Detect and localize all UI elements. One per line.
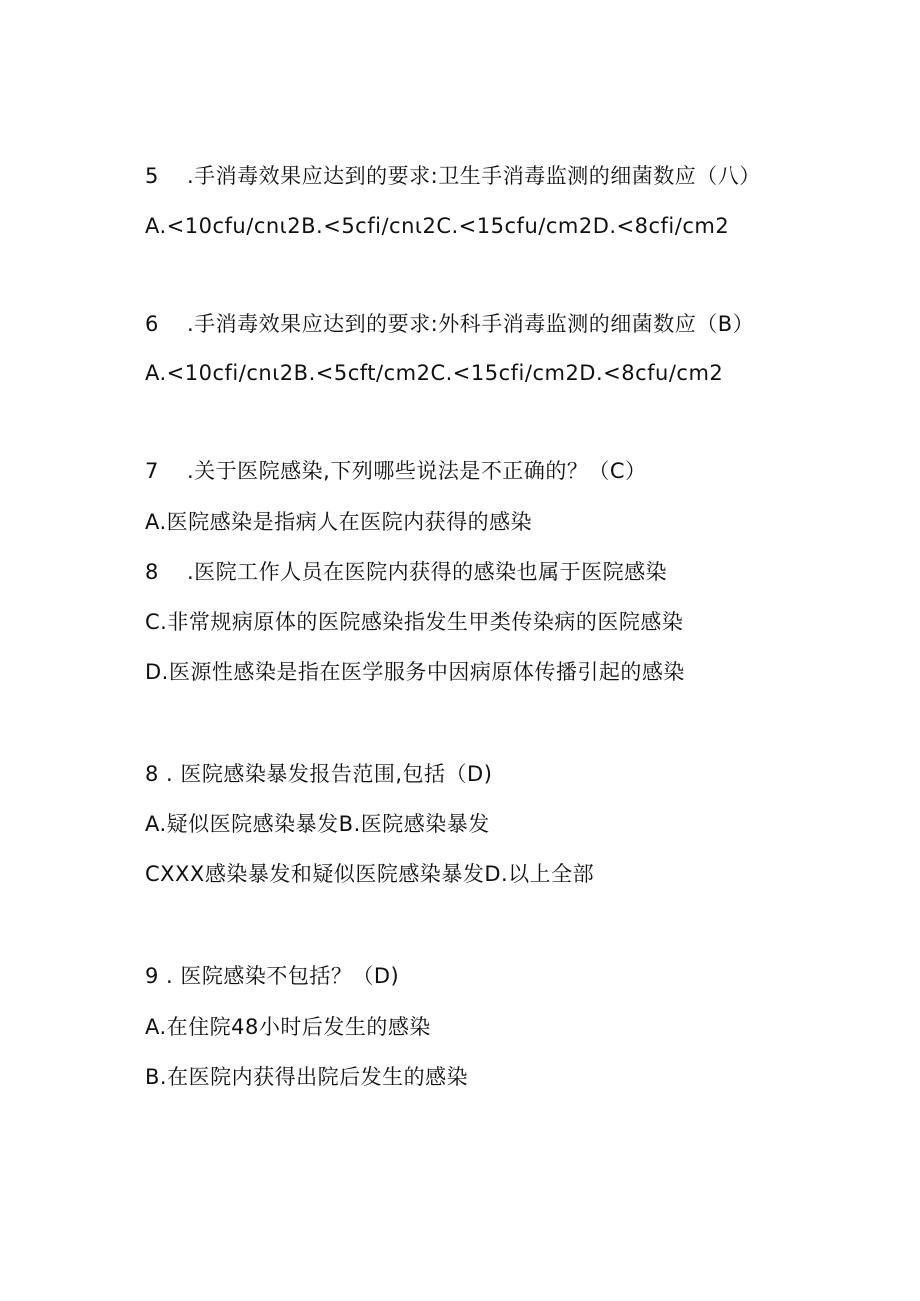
question-7-option-d: D.医源性感染是指在医学服务中因病原体传播引起的感染 <box>145 660 685 684</box>
question-7-option-c: C.非常规病原体的医院感染指发生甲类传染病的医院感染 <box>145 610 684 634</box>
question-text: .手消毒效果应达到的要求:卫生手消毒监测的细菌数应（八） <box>187 164 761 188</box>
question-5-stem <box>145 162 761 190</box>
question-7-stem <box>145 457 647 485</box>
question-8-options-1: A.疑似医院感染暴发B.医院感染暴发 <box>145 812 490 836</box>
question-9-option-a: A.在住院48小时后发生的感染 <box>145 1015 431 1039</box>
question-9-option-b: B.在医院内获得出院后发生的感染 <box>145 1065 469 1089</box>
question-9-stem: 9 . 医院感染不包括？（D) <box>145 964 400 988</box>
question-number: 5 <box>145 164 159 188</box>
question-6-stem <box>145 310 754 338</box>
question-number: 8 <box>145 560 159 584</box>
question-text: .关于医院感染,下列哪些说法是不正确的？（C） <box>187 459 647 483</box>
question-number: 6 <box>145 312 159 336</box>
question-7-option-a: A.医院感染是指病人在医院内获得的感染 <box>145 510 533 534</box>
question-text: .手消毒效果应达到的要求:外科手消毒监测的细菌数应（B） <box>187 312 755 336</box>
question-6-options: A.<10cfi∕cnι2B.<5cft∕cm2C.<15cfi∕cm2D.<8cfu∕cm2 <box>145 361 724 385</box>
question-8-stem: 8 . 医院感染暴发报告范围,包括（D) <box>145 762 493 786</box>
question-5-options: A.<10cfu∕cnι2B.<5cfi∕cnι2C.<15cfu∕cm2D.<8cfi∕cm2 <box>145 214 730 238</box>
question-8-options-2: CXXX感染暴发和疑似医院感染暴发D.以上全部 <box>145 862 595 886</box>
question-text: .医院工作人员在医院内获得的感染也属于医院感染 <box>187 560 668 584</box>
question-7-option-b <box>145 558 667 586</box>
question-number: 7 <box>145 459 159 483</box>
